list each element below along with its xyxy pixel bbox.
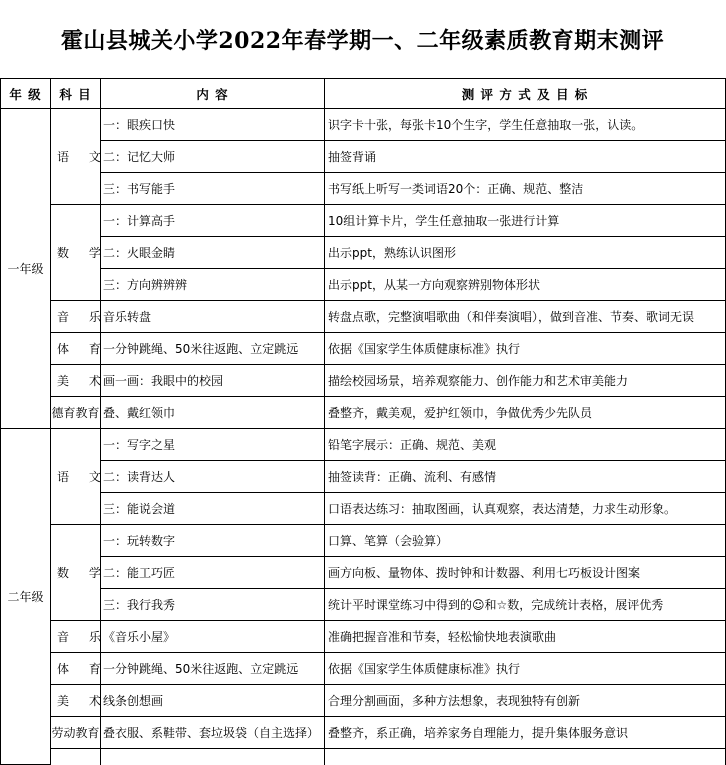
- table-row-empty: [1, 749, 726, 765]
- subject-cell-music: 音 乐: [51, 301, 101, 333]
- header-goal: 测 评 方 式 及 目 标: [325, 79, 726, 109]
- content-cell: 一：眼疾口快: [101, 109, 325, 141]
- table-row: [1, 301, 726, 333]
- goal-cell: 画方向板、量物体、拨时钟和计数器、利用七巧板设计图案: [325, 557, 726, 589]
- subject-cell-math: 数 学: [51, 525, 101, 621]
- goal-cell: 出示ppt，熟练认识图形: [325, 237, 726, 269]
- empty-cell: [101, 749, 325, 765]
- subject-cell-pe: 体 育: [51, 333, 101, 365]
- subject-cell-labor: 劳动教育: [51, 717, 101, 749]
- header-grade: 年 级: [1, 79, 51, 109]
- table-row: [1, 493, 726, 525]
- content-cell: 《音乐小屋》: [101, 621, 325, 653]
- table-row: [1, 109, 726, 141]
- table-row: [1, 365, 726, 397]
- subject-cell-moral: 德育教育: [51, 397, 101, 429]
- header-row: [1, 79, 726, 109]
- table-row: [1, 717, 726, 749]
- content-cell: 叠衣服、系鞋带、套垃圾袋（自主选择）: [101, 717, 325, 749]
- content-cell: 线条创想画: [101, 685, 325, 717]
- table-row: [1, 653, 726, 685]
- goal-cell: 统计平时课堂练习中得到的☺和☆数，完成统计表格，展评优秀: [325, 589, 726, 621]
- table-row: [1, 173, 726, 205]
- table-row: [1, 589, 726, 621]
- table-row: [1, 685, 726, 717]
- empty-cell: [325, 749, 726, 765]
- content-cell: 三：方向辨辨辨: [101, 269, 325, 301]
- header-content: 内 容: [101, 79, 325, 109]
- subject-cell-art: 美 术: [51, 365, 101, 397]
- goal-cell: 抽签背诵: [325, 141, 726, 173]
- goal-cell: 口语表达练习：抽取图画，认真观察，表达清楚，力求生动形象。: [325, 493, 726, 525]
- content-cell: 三：能说会道: [101, 493, 325, 525]
- table-row: [1, 461, 726, 493]
- content-cell: 一：计算高手: [101, 205, 325, 237]
- goal-cell: 描绘校园场景，培养观察能力、创作能力和艺术审美能力: [325, 365, 726, 397]
- goal-cell: 叠整齐，戴美观，爱护红领巾，争做优秀少先队员: [325, 397, 726, 429]
- page-title: 霍山县城关小学2022年春学期一、二年级素质教育期末测评: [60, 27, 665, 54]
- goal-cell: 口算、笔算（会验算）: [325, 525, 726, 557]
- subject-cell-math: 数 学: [51, 205, 101, 301]
- table-row: [1, 557, 726, 589]
- content-cell: 二：能工巧匠: [101, 557, 325, 589]
- content-cell: 画一画：我眼中的校园: [101, 365, 325, 397]
- goal-cell: 书写纸上听写一类词语20个：正确、规范、整洁: [325, 173, 726, 205]
- goal-cell: 依据《国家学生体质健康标准》执行: [325, 333, 726, 365]
- goal-cell: 10组计算卡片，学生任意抽取一张进行计算: [325, 205, 726, 237]
- goal-cell: 铅笔字展示：正确、规范、美观: [325, 429, 726, 461]
- content-cell: 二：记忆大师: [101, 141, 325, 173]
- subject-cell-pe: 体 育: [51, 653, 101, 685]
- content-cell: 三：我行我秀: [101, 589, 325, 621]
- goal-cell: 叠整齐，系正确，培养家务自理能力，提升集体服务意识: [325, 717, 726, 749]
- table-row: [1, 141, 726, 173]
- goal-cell: 抽签读背：正确、流利、有感情: [325, 461, 726, 493]
- content-cell: 二：读背达人: [101, 461, 325, 493]
- subject-cell-art: 美 术: [51, 685, 101, 717]
- table-row: [1, 205, 726, 237]
- goal-cell: 转盘点歌，完整演唱歌曲（和伴奏演唱），做到音准、节奏、歌词无误: [325, 301, 726, 333]
- subject-cell-chinese: 语 文: [51, 109, 101, 205]
- table-row: [1, 237, 726, 269]
- table-row: [1, 429, 726, 461]
- grade-cell-grade1: 一年级: [1, 109, 51, 429]
- subject-cell-chinese: 语 文: [51, 429, 101, 525]
- goal-cell: 依据《国家学生体质健康标准》执行: [325, 653, 726, 685]
- table-row: [1, 333, 726, 365]
- content-cell: 一：玩转数字: [101, 525, 325, 557]
- content-cell: 叠、戴红领巾: [101, 397, 325, 429]
- table-row: [1, 621, 726, 653]
- empty-cell: [51, 749, 101, 765]
- content-cell: 音乐转盘: [101, 301, 325, 333]
- content-cell: 三：书写能手: [101, 173, 325, 205]
- content-cell: 一：写字之星: [101, 429, 325, 461]
- subject-cell-music: 音 乐: [51, 621, 101, 653]
- header-subject: 科 目: [51, 79, 101, 109]
- goal-cell: 识字卡十张，每张卡10个生字，学生任意抽取一张，认读。: [325, 109, 726, 141]
- goal-cell: 合理分割画面，多种方法想象，表现独特有创新: [325, 685, 726, 717]
- table-row: [1, 525, 726, 557]
- grade-cell-grade2: 二年级: [1, 429, 51, 765]
- table-row: [1, 397, 726, 429]
- content-cell: 二：火眼金睛: [101, 237, 325, 269]
- content-cell: 一分钟跳绳、50米往返跑、立定跳远: [101, 653, 325, 685]
- goal-cell: 出示ppt，从某一方向观察辨别物体形状: [325, 269, 726, 301]
- content-cell: 一分钟跳绳、50米往返跑、立定跳远: [101, 333, 325, 365]
- evaluation-table: [0, 78, 726, 765]
- goal-cell: 准确把握音准和节奏，轻松愉快地表演歌曲: [325, 621, 726, 653]
- table-row: [1, 269, 726, 301]
